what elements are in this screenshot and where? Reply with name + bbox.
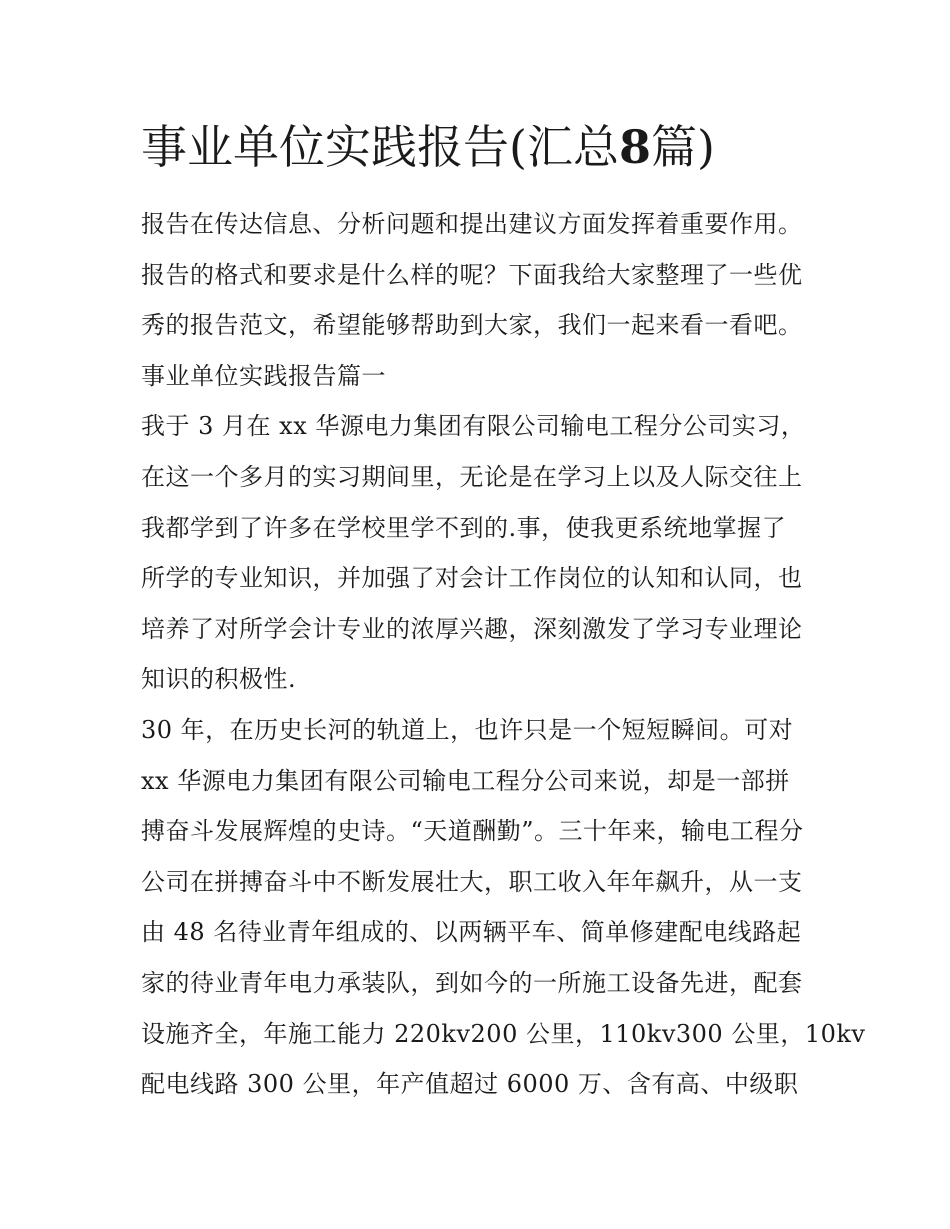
text-line: xx 华源电力集团有限公司输电工程分公司来说，却是一部拼 — [141, 766, 790, 795]
title-end: 篇) — [650, 120, 715, 174]
text-line: 由 48 名待业青年组成的、以两辆平车、简单修建配电线路起 — [141, 918, 802, 947]
text-line: 我都学到了许多在学校里学不到的.事，使我更系统地掌握了 — [141, 513, 787, 542]
section-heading: 事业单位实践报告篇一 — [141, 361, 386, 390]
text-line: 报告的格式和要求是什么样的呢？下面我给大家整理了一些优 — [141, 260, 803, 289]
document-body — [141, 199, 866, 1110]
text-line: 培养了对所学会计专业的浓厚兴趣，深刻激发了学习专业理论 — [141, 614, 803, 643]
text-line: 搏奋斗发展辉煌的史诗。“天道酬勤”。三十年来，输电工程分 — [141, 817, 804, 846]
text-line: 秀的报告范文，希望能够帮助到大家，我们一起来看一看吧。 — [141, 311, 803, 340]
title-number: 8 — [618, 120, 651, 174]
text-line: 报告在传达信息、分析问题和提出建议方面发挥着重要作用。 — [141, 210, 803, 238]
text-line: 30 年，在历史长河的轨道上，也许只是一个短短瞬间。可对 — [141, 715, 794, 744]
document-title — [141, 117, 715, 177]
text-line: 我于 3 月在 xx 华源电力集团有限公司输电工程分公司实习， — [141, 412, 806, 441]
text-line: 设施齐全，年施工能力 220kv200 公里，110kv300 公里，10kv — [141, 1019, 866, 1048]
text-line: 在这一个多月的实习期间里，无论是在学习上以及人际交往上 — [141, 462, 803, 491]
text-line: 家的待业青年电力承装队，到如今的一所施工设备先进，配套 — [141, 968, 803, 997]
text-line: 所学的专业知识，并加强了对会计工作岗位的认知和认同，也 — [141, 564, 803, 593]
text-line: 公司在拼搏奋斗中不断发展壮大，职工收入年年飙升，从一支 — [141, 867, 803, 896]
text-line: 配电线路 300 公里，年产值超过 6000 万、含有高、中级职 — [141, 1070, 799, 1099]
text-line: 知识的积极性. — [141, 665, 297, 694]
title-main: 事业单位实践报告(汇总 — [141, 120, 619, 174]
